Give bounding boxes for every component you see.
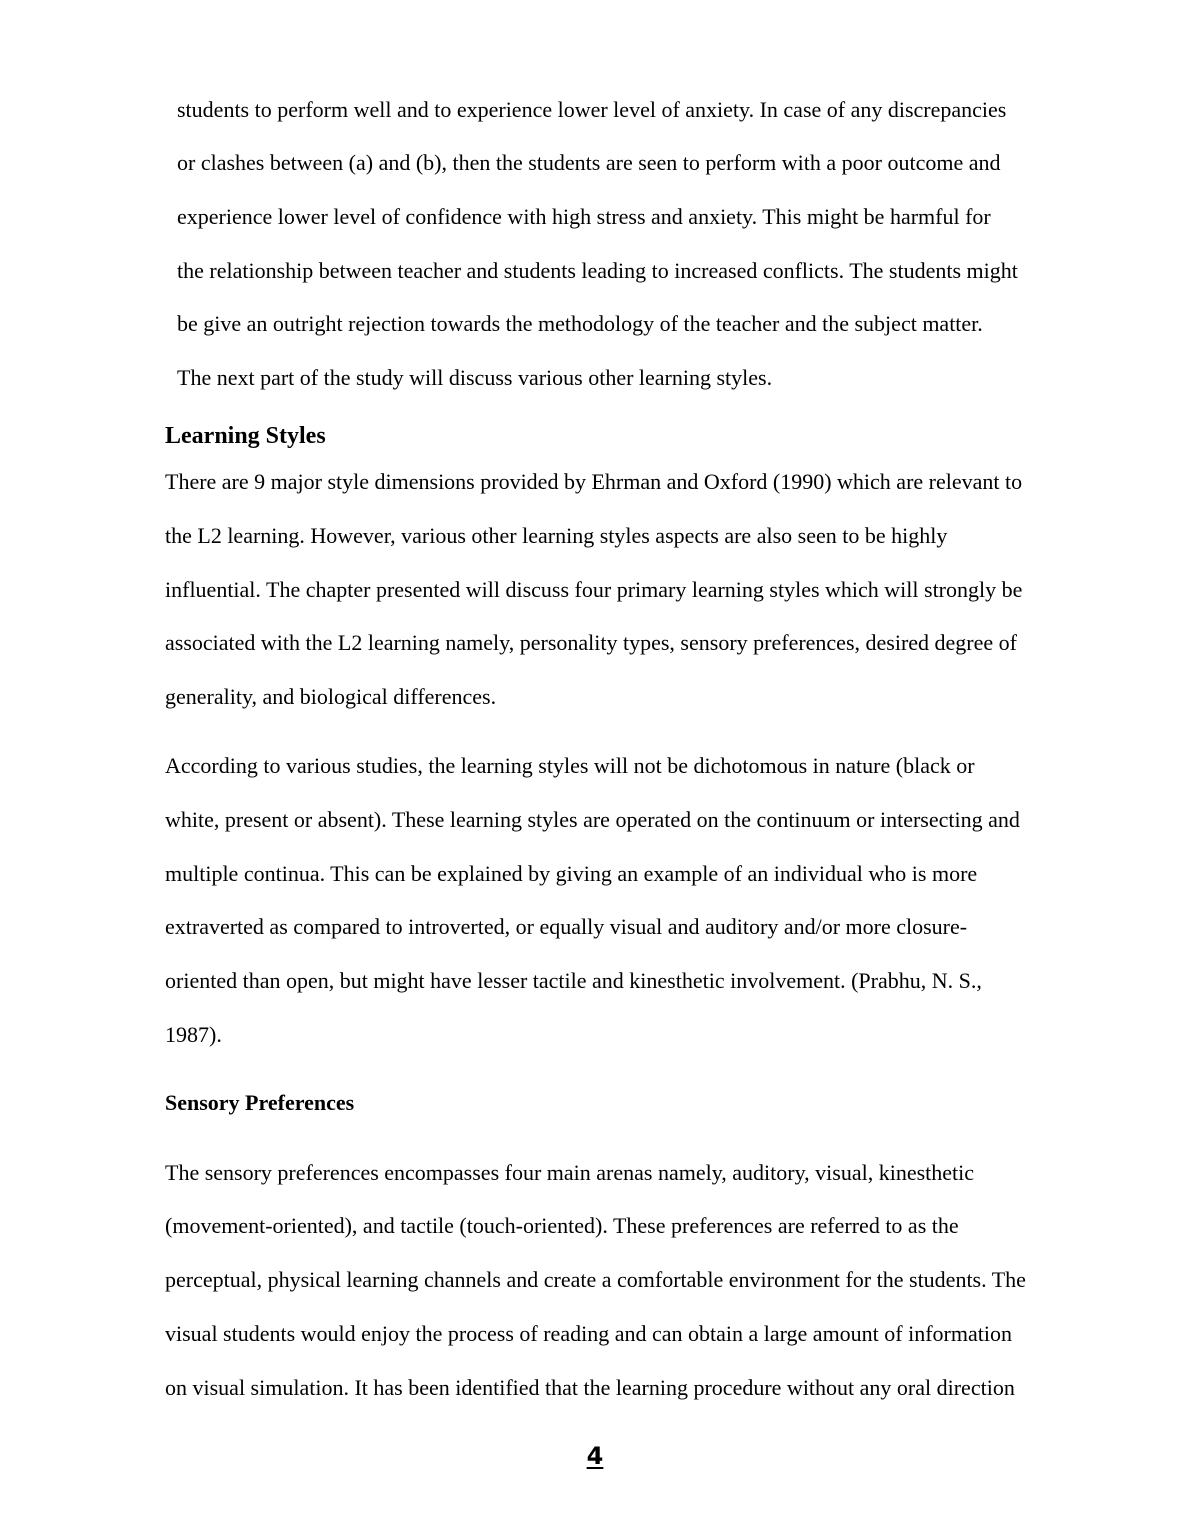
sensory-preferences-heading: Sensory Preferences [165,1090,355,1115]
paragraph-line: generality, and biological differences. [165,684,497,709]
intro-line: The next part of the study will discuss various other learning styles. [177,365,773,390]
paragraph-line: visual students would enjoy the process of reading and can obtain a large amount of information [165,1321,1012,1346]
paragraph-line: the L2 learning. However, various other learning styles aspects are also seen to be highly [165,523,948,548]
learning-styles-heading: Learning Styles [165,423,326,449]
paragraph-line: (movement-oriented), and tactile (touch-oriented). These preferences are referred to as the [165,1213,959,1238]
paragraph-line: associated with the L2 learning namely, personality types, sensory preferences, desired degree of [165,630,1017,655]
paragraph-line: white, present or absent). These learning styles are operated on the continuum or intersecting and [165,807,1020,832]
paragraph-line: There are 9 major style dimensions provided by Ehrman and Oxford (1990) which are relevant to [165,469,1023,494]
page-number-label: 4 [586,1442,604,1470]
intro-line: experience lower level of confidence with high stress and anxiety. This might be harmful for [177,204,991,229]
paragraph-line: According to various studies, the learning styles will not be dichotomous in nature (black or [165,753,975,778]
page-number [0,1442,1190,1470]
paragraph-line: perceptual, physical learning channels and create a comfortable environment for the students. The [165,1267,1026,1292]
paragraph-line: on visual simulation. It has been identified that the learning procedure without any oral direction [165,1375,1015,1400]
intro-line: or clashes between (a) and (b), then the students are seen to perform with a poor outcome and [177,150,1001,175]
intro-line: be give an outright rejection towards the methodology of the teacher and the subject matter. [177,311,983,336]
intro-line: the relationship between teacher and students leading to increased conflicts. The students might [177,258,1018,283]
intro-line: students to perform well and to experience lower level of anxiety. In case of any discrepancies [177,97,1007,122]
paragraph-line: influential. The chapter presented will discuss four primary learning styles which will strongly be [165,577,1023,602]
paragraph-line: multiple continua. This can be explained by giving an example of an individual who is more [165,861,978,886]
paragraph-line: oriented than open, but might have lesser tactile and kinesthetic involvement. (Prabhu, N. S., [165,968,982,993]
paragraph-line: extraverted as compared to introverted, or equally visual and auditory and/or more closure- [165,914,968,939]
paragraph-line: 1987). [165,1022,222,1047]
paragraph-line: The sensory preferences encompasses four main arenas namely, auditory, visual, kinesthetic [165,1160,975,1185]
